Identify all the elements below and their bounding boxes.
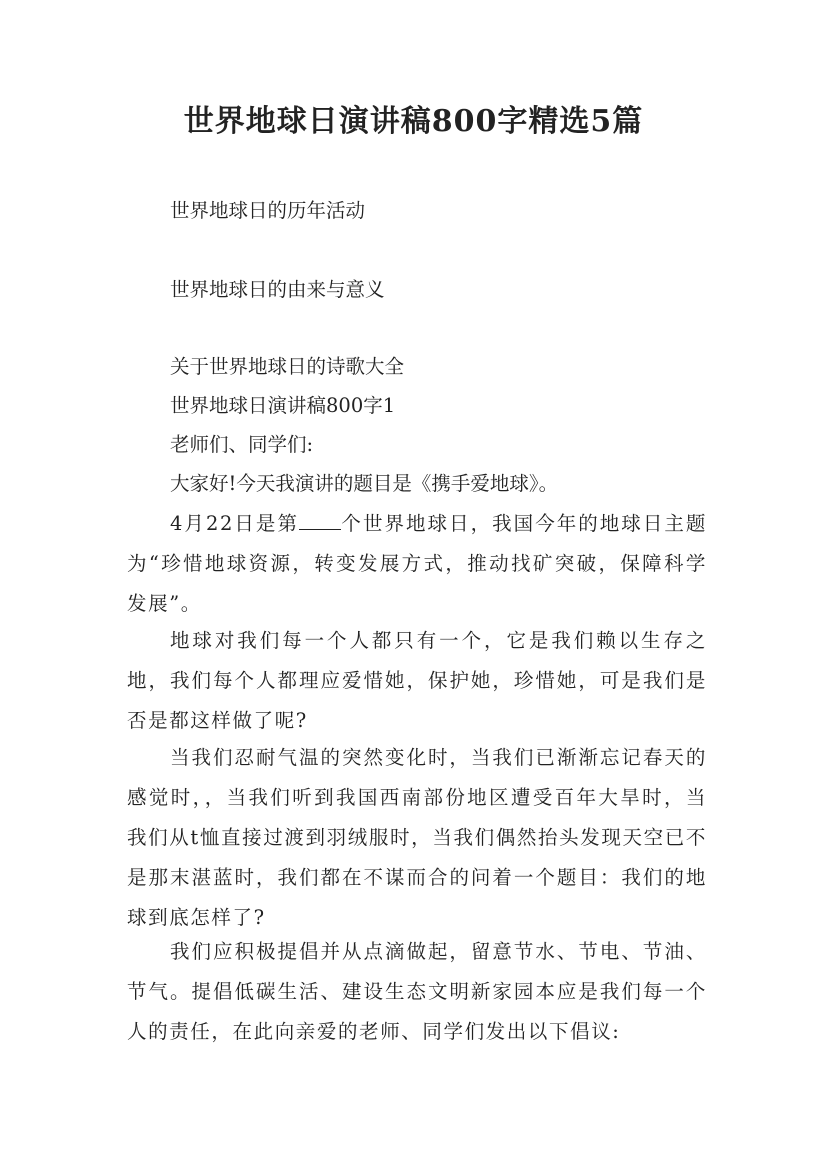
paragraph-earth-day-theme — [127, 504, 707, 624]
paragraph-earth-day-theme-start: 4月22日是第 — [170, 512, 299, 535]
section-heading: 世界地球日演讲稿800字1 — [170, 394, 396, 417]
fill-in-blank — [299, 509, 341, 530]
paragraph-climate-change: 当我们忍耐气温的突然变化时，当我们已渐渐忘记春天的感觉时，，当我们听到我国西南部份地区遭受百年大旱时，当我们从t恤直接过渡到羽绒服时，当我们偶然抬头发现天空已不是那末湛蓝时，我们都在不谋而合的问着一个题目：我们的地球到底怎样了? — [127, 746, 707, 929]
document-title: 世界地球日演讲稿800字精选5篇 — [183, 104, 644, 139]
paragraph-earth-day-theme-end: 个世界地球日，我国今年的地球日主题为“珍惜地球资源，转变发展方式，推动找矿突破，保障科学发展”。 — [127, 512, 707, 615]
salutation: 老师们、同学们: — [170, 433, 314, 456]
related-link-origin[interactable]: 世界地球日的由来与意义 — [170, 278, 385, 301]
paragraph-only-one-earth: 地球对我们每一个人都只有一个，它是我们赖以生存之地，我们每个人都理应爱惜她，保护她，珍惜她，可是我们是否是都这样做了呢? — [127, 629, 707, 732]
paragraph-initiative: 我们应积极提倡并从点滴做起，留意节水、节电、节油、节气。提倡低碳生活、建设生态文明新家园本应是我们每一个人的责任，在此向亲爱的老师、同学们发出以下倡议: — [127, 940, 707, 1043]
related-link-history[interactable]: 世界地球日的历年活动 — [170, 199, 366, 222]
related-link-poems[interactable]: 关于世界地球日的诗歌大全 — [170, 355, 405, 378]
greeting: 大家好!今天我演讲的题目是《携手爱地球》。 — [170, 472, 559, 495]
